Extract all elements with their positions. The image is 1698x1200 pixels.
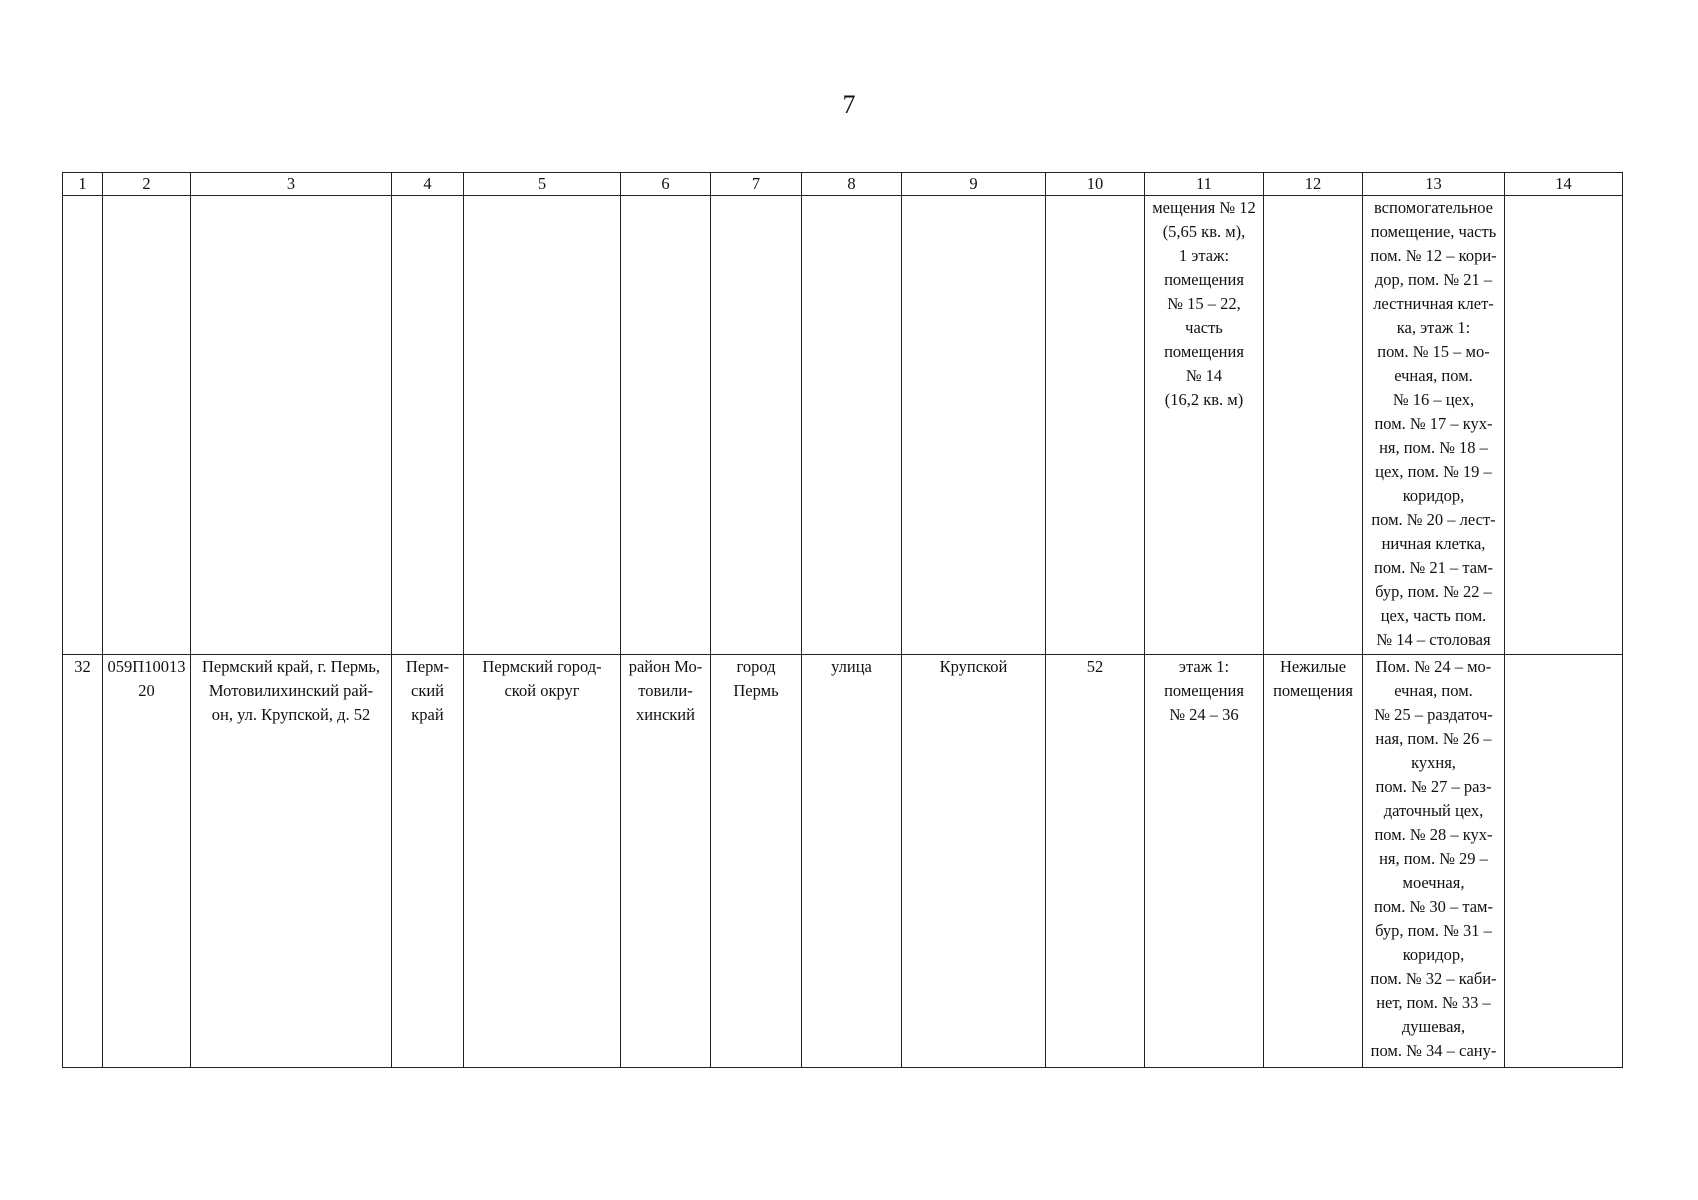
address-cell: Пермский край, г. Пермь, Мотовилихинский рай- он, ул. Крупской, д. 52 — [191, 655, 392, 1068]
table-cell — [103, 196, 191, 655]
column-header: 4 — [392, 173, 464, 196]
table-cell — [711, 196, 802, 655]
street-type-cell: улица — [802, 655, 902, 1068]
table-cell — [464, 196, 621, 655]
row-number-cell: 32 — [63, 655, 103, 1068]
premises-numbers-cell: мещения № 12 (5,65 кв. м), 1 этаж: помещения № 15 – 22, часть помещения № 14 (16,2 кв. м) — [1145, 196, 1264, 655]
column-header: 7 — [711, 173, 802, 196]
column-header: 9 — [902, 173, 1046, 196]
column-header: 3 — [191, 173, 392, 196]
region-cell: Перм- ский край — [392, 655, 464, 1068]
district-cell: район Мо- товили- хинский — [621, 655, 711, 1068]
column-header: 14 — [1505, 173, 1623, 196]
table-cell — [63, 196, 103, 655]
table-cell — [191, 196, 392, 655]
table-cell — [802, 196, 902, 655]
premises-numbers-cell: этаж 1: помещения № 24 – 36 — [1145, 655, 1264, 1068]
table-cell — [1505, 196, 1623, 655]
premises-type-cell: Нежилые помещения — [1264, 655, 1363, 1068]
municipality-cell: Пермский город- ской округ — [464, 655, 621, 1068]
column-header: 6 — [621, 173, 711, 196]
table-row-32 — [63, 655, 1623, 1068]
table-cell — [1264, 196, 1363, 655]
header-row — [63, 173, 1623, 196]
column-header: 1 — [63, 173, 103, 196]
notes-cell — [1505, 655, 1623, 1068]
city-cell: город Пермь — [711, 655, 802, 1068]
table-row-continuation — [63, 196, 1623, 655]
column-header: 13 — [1363, 173, 1505, 196]
house-number-cell: 52 — [1046, 655, 1145, 1068]
column-header: 10 — [1046, 173, 1145, 196]
table-cell — [1046, 196, 1145, 655]
column-header: 12 — [1264, 173, 1363, 196]
premises-description-cell: Пом. № 24 – мо- ечная, пом. № 25 – раздаточ- ная, пом. № 26 – кухня, пом. № 27 – раз- даточный цех, пом. № 28 – кух- ня, пом. № 29 – моечная, пом. № 30 – там- бур, пом. № 31 – коридор, пом. № 32 – каби- нет, пом. № 33 – душевая, пом. № 34 – сану- — [1363, 655, 1505, 1068]
column-header: 11 — [1145, 173, 1264, 196]
table-cell — [621, 196, 711, 655]
column-header: 2 — [103, 173, 191, 196]
table-cell — [902, 196, 1046, 655]
premises-description-cell: вспомогательное помещение, часть пом. № 12 – кори- дор, пом. № 21 – лестничная клет- ка, этаж 1: пом. № 15 – мо- ечная, пом. № 16 – цех, пом. № 17 – кух- ня, пом. № 18 – цех, пом. № 19 – коридор, пом. № 20 – лест- ничная клетка, пом. № 21 – там- бур, пом. № 22 – цех, часть пом. № 14 – столовая — [1363, 196, 1505, 655]
street-name-cell: Крупской — [902, 655, 1046, 1068]
registry-id-cell: 059П10013 20 — [103, 655, 191, 1068]
column-header: 8 — [802, 173, 902, 196]
table-cell — [392, 196, 464, 655]
registry-table — [62, 172, 1623, 1068]
column-header: 5 — [464, 173, 621, 196]
page-number: 7 — [842, 90, 856, 119]
